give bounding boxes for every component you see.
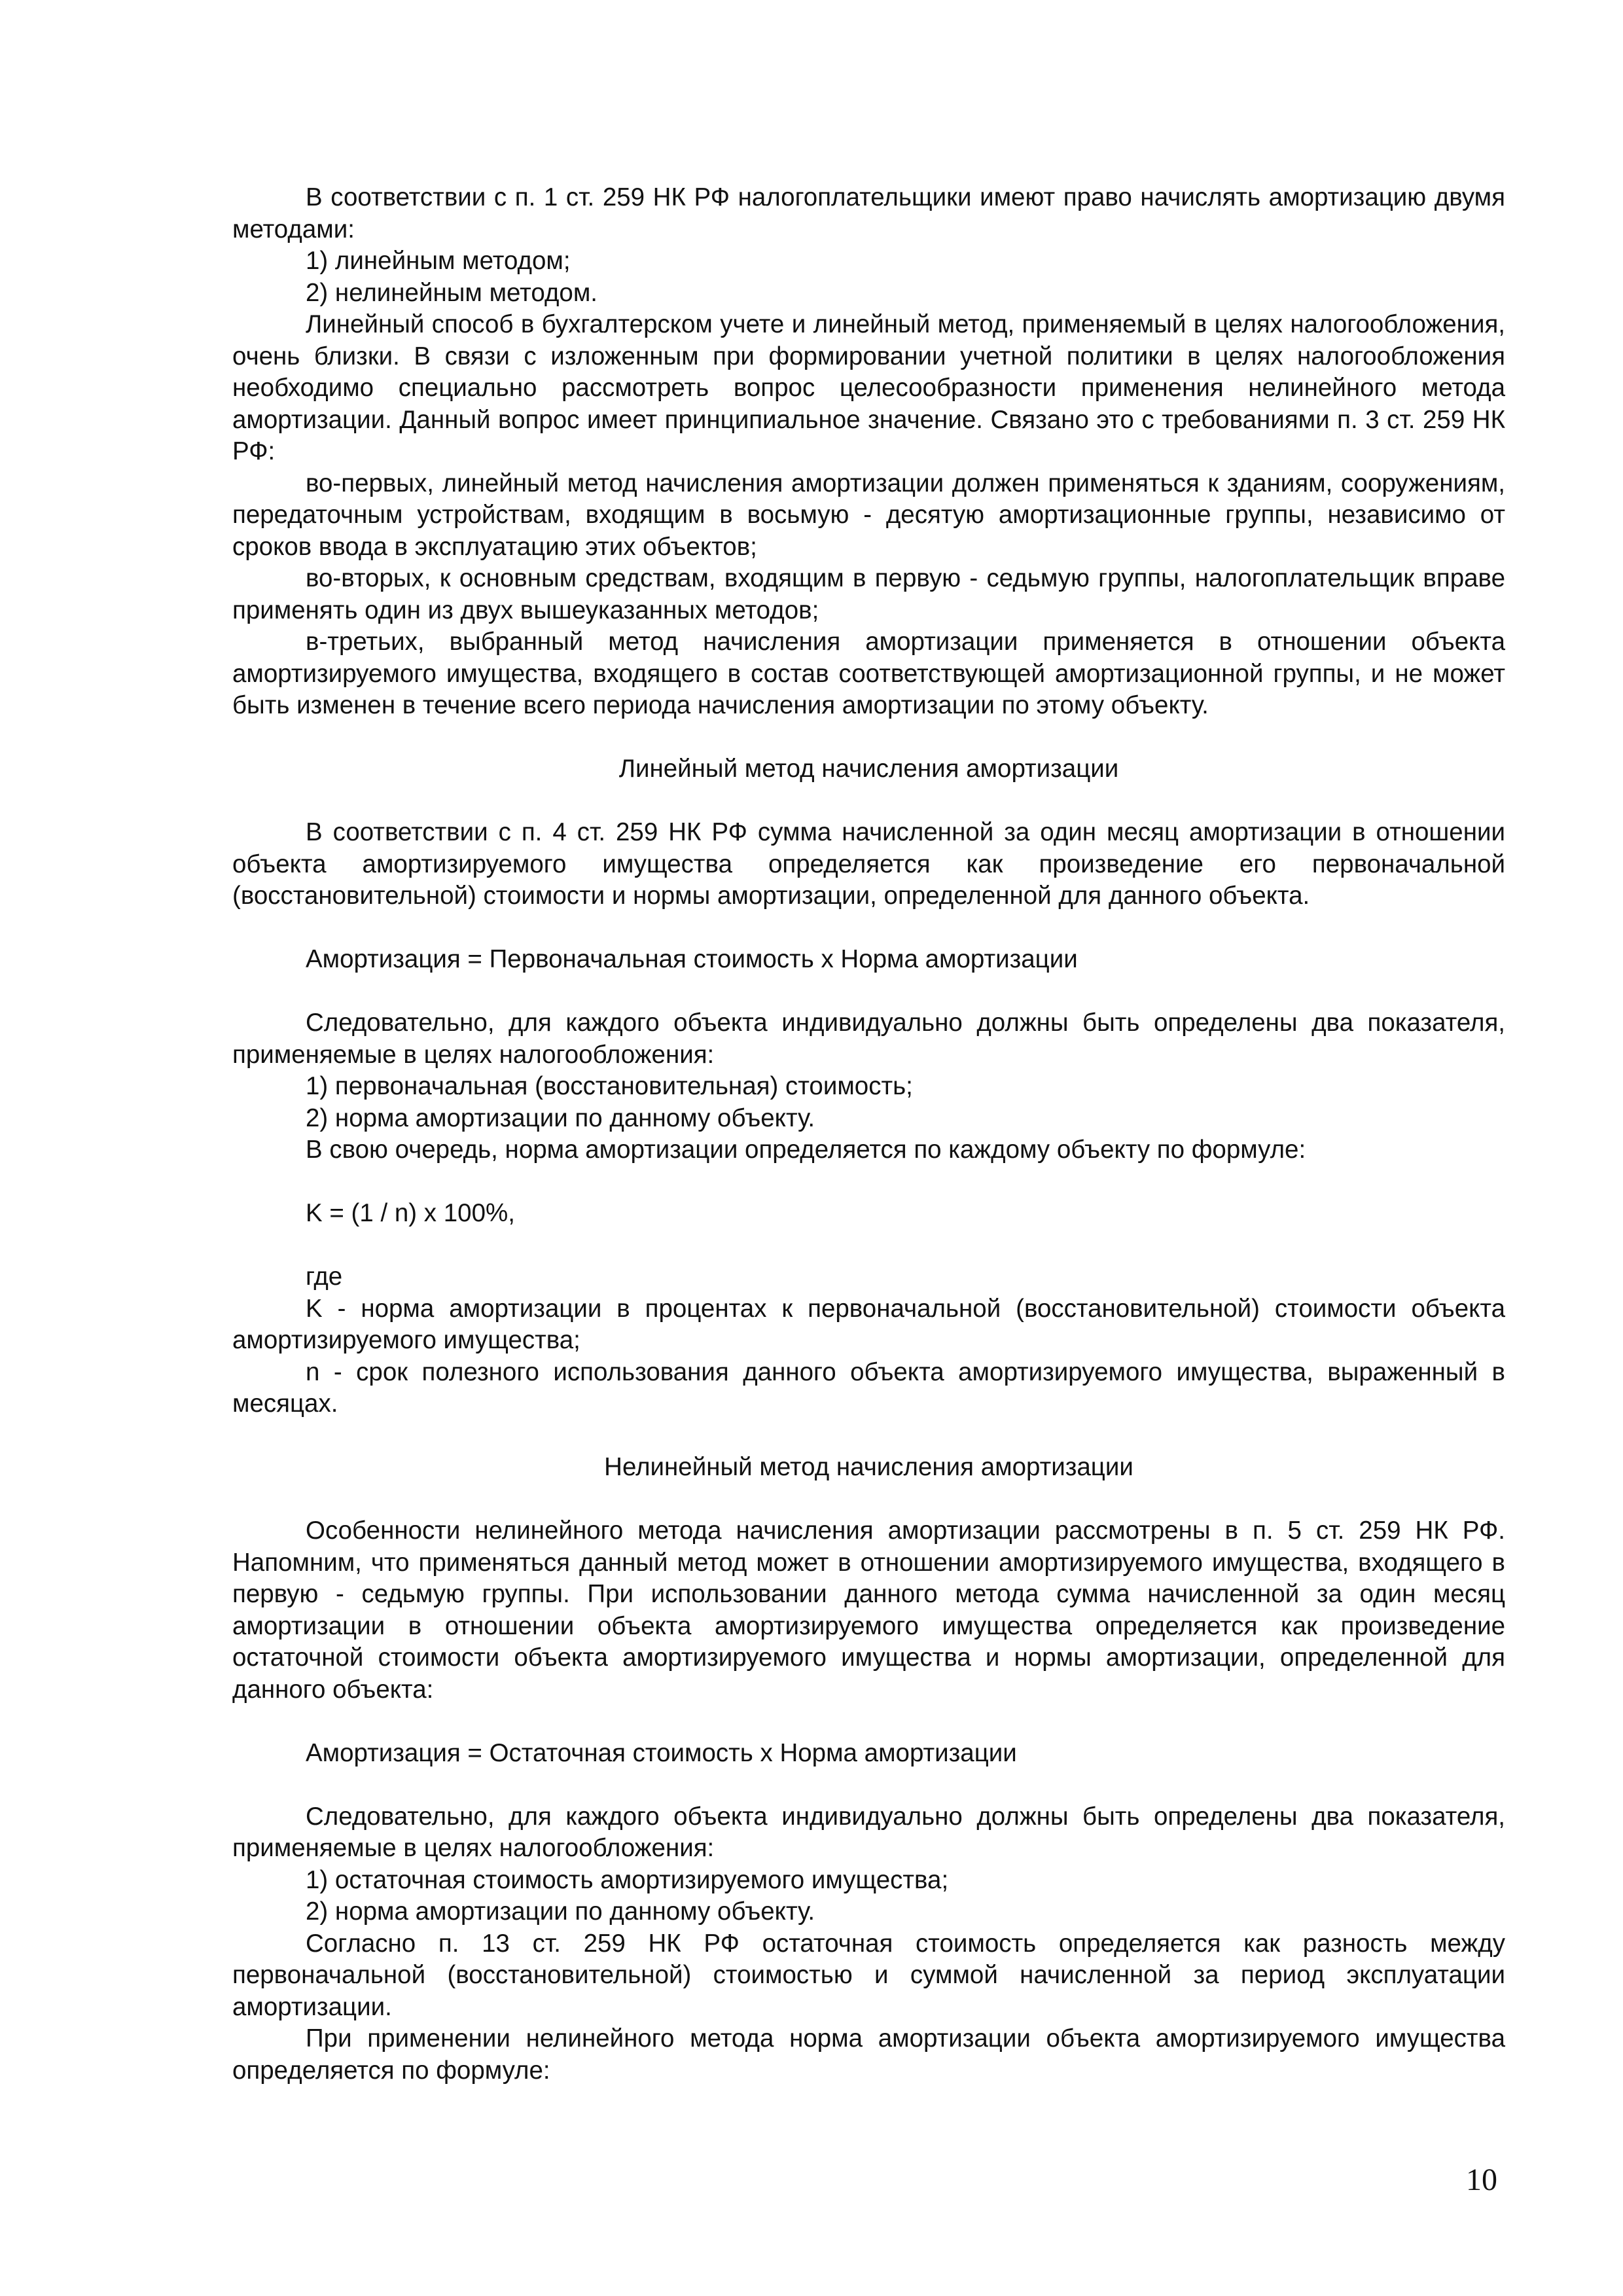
list-item-norm-linear: 2) норма амортизации по данному объекту.	[306, 1103, 815, 1132]
paragraph-comparison: Линейный способ в бухгалтерском учете и линейный метод, применяемый в целях налогообложения, очень близки. В связи с изложенным при формировании учетной политики в целях налогообложения необходимо специально рассмотреть вопрос целесообразности применения нелинейного метода амортизации. Данный вопрос имеет принципиальное значение. Связано это с требованиями п. 3 ст. 259 НК РФ:	[232, 310, 1505, 465]
spacer	[232, 1166, 1505, 1198]
formula-nonlinear: Амортизация = Остаточная стоимость х Норма амортизации	[306, 1738, 1017, 1767]
definition-k: K - норма амортизации в процентах к первоначальной (восстановительной) стоимости объекта амортизируемого имущества;	[232, 1294, 1505, 1354]
formula-linear: Амортизация = Первоначальная стоимость х Норма амортизации	[306, 945, 1078, 973]
definition-n: n - срок полезного использования данного объекта амортизируемого имущества, выраженный в месяцах.	[232, 1357, 1505, 1418]
paragraph-norm-formula-intro: В свою очередь, норма амортизации определяется по каждому объекту по формуле:	[306, 1136, 1306, 1164]
spacer	[232, 912, 1505, 944]
formula-norm: K = (1 / n) x 100%,	[306, 1199, 515, 1227]
spacer	[232, 976, 1505, 1008]
spacer	[232, 785, 1505, 817]
spacer	[232, 1484, 1505, 1516]
paragraph-intro: В соответствии с п. 1 ст. 259 НК РФ налогоплательщики имеют право начислять амортизацию двумя методами:	[232, 183, 1505, 243]
list-item-norm-nonlinear: 2) норма амортизации по данному объекту.	[306, 1897, 815, 1926]
spacer	[232, 722, 1505, 754]
list-item-initial-cost: 1) первоначальная (восстановительная) стоимость;	[306, 1072, 913, 1100]
paragraph-residual-definition: Согласно п. 13 ст. 259 НК РФ остаточная стоимость определяется как разность между первоначальной (восстановительной) стоимостью и суммой начисленной за период эксплуатации амортизации.	[232, 1929, 1505, 2021]
section-heading-nonlinear: Нелинейный метод начисления амортизации	[604, 1453, 1133, 1481]
list-item-linear: 1) линейным методом;	[306, 247, 571, 275]
paragraph-nonlinear-method: Особенности нелинейного метода начисления амортизации рассмотрены в п. 5 ст. 259 НК РФ. Напомним, что применяться данный метод может в отношении амортизируемого имущества, входящего в первую - седьмую группы. При использовании данного метода сумма начисленной за один месяц амортизации в отношении объекта амортизируемого имущества определяется как произведение остаточной стоимости объекта амортизируемого имущества и нормы амортизации, определенной для данного объекта:	[232, 1516, 1505, 1704]
paragraph-linear-method: В соответствии с п. 4 ст. 259 НК РФ сумма начисленной за один месяц амортизации в отношении объекта амортизируемого имущества определяется как произведение его первоначальной (восстановительной) стоимости и нормы амортизации, определенной для данного объекта.	[232, 818, 1505, 910]
paragraph-indicators-nonlinear: Следовательно, для каждого объекта индивидуально должны быть определены два показателя, применяемые в целях налогообложения:	[232, 1802, 1505, 1862]
paragraph-thirdly: в-третьих, выбранный метод начисления амортизации применяется в отношении объекта амортизируемого имущества, входящего в состав соответствующей амортизационной группы, и не может быть изменен в течение всего периода начисления амортизации по этому объекту.	[232, 628, 1505, 719]
spacer	[232, 1420, 1505, 1452]
spacer	[232, 1230, 1505, 1262]
paragraph-nonlinear-norm-intro: При применении нелинейного метода норма амортизации объекта амортизируемого имущества определяется по формуле:	[232, 2024, 1505, 2085]
paragraph-firstly: во-первых, линейный метод начисления амортизации должен применяться к зданиям, сооружениям, передаточным устройствам, входящим в восьмую - десятую амортизационные группы, независимо от сроков ввода в эксплуатацию этих объектов;	[232, 469, 1505, 561]
section-heading-linear: Линейный метод начисления амортизации	[618, 755, 1119, 783]
spacer	[232, 1769, 1505, 1801]
page-number: 10	[1466, 2162, 1497, 2197]
list-item-residual-cost: 1) остаточная стоимость амортизируемого имущества;	[306, 1865, 949, 1894]
document-page	[232, 182, 1505, 2087]
paragraph-indicators-linear: Следовательно, для каждого объекта индивидуально должны быть определены два показателя, применяемые в целях налогообложения:	[232, 1009, 1505, 1069]
list-item-nonlinear: 2) нелинейным методом.	[306, 278, 597, 307]
paragraph-where: где	[306, 1263, 343, 1291]
spacer	[232, 1706, 1505, 1738]
paragraph-secondly: во-вторых, к основным средствам, входящим в первую - седьмую группы, налогоплательщик вправе применять один из двух вышеуказанных методов;	[232, 564, 1505, 624]
